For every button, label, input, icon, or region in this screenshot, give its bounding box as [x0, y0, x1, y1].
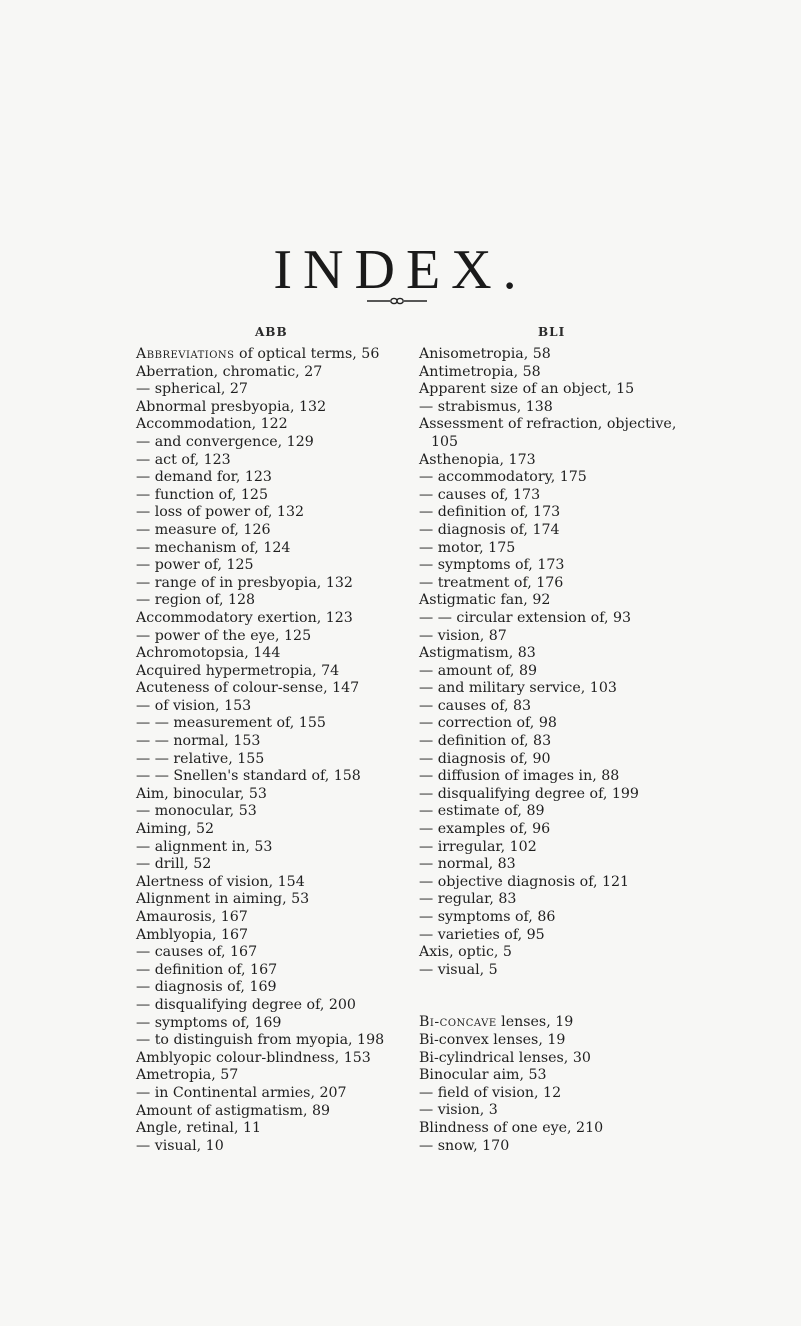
index-entry: Bi-convex lenses, 19	[419, 1031, 566, 1048]
index-entry: — causes of, 83	[419, 697, 532, 714]
index-group-a	[419, 346, 677, 979]
index-entry: — objective diagnosis of, 121	[419, 873, 630, 890]
index-entry: Aiming, 52	[136, 821, 215, 838]
index-entry: Abnormal presbyopia, 132	[136, 398, 327, 415]
index-entry-lead: Abbreviations	[136, 346, 235, 362]
page-title: INDEX.	[273, 239, 528, 301]
index-entry: — region of, 128	[136, 592, 256, 609]
index-entry: — to distinguish from myopia, 198	[136, 1032, 385, 1049]
index-entry: — varieties of, 95	[419, 926, 545, 943]
index-entry: Asthenopia, 173	[419, 451, 536, 468]
index-entry: — loss of power of, 132	[136, 504, 304, 521]
index-entry: Amblyopia, 167	[136, 926, 249, 943]
index-entry: — normal, 83	[419, 856, 516, 873]
index-entry: — treatment of, 176	[419, 574, 564, 591]
index-entry: — diagnosis of, 90	[419, 750, 551, 767]
index-entry: — — normal, 153	[136, 733, 261, 750]
index-entry: — diagnosis of, 174	[419, 521, 560, 538]
index-entry: — disqualifying degree of, 200	[136, 996, 356, 1013]
index-entry: Alignment in aiming, 53	[136, 891, 310, 908]
index-entry: Achromotopsia, 144	[136, 645, 281, 662]
index-entry: Acquired hypermetropia, 74	[136, 662, 340, 679]
index-entry: — and military service, 103	[419, 680, 617, 697]
index-entry: Accommodation, 122	[136, 416, 288, 433]
index-entry: — symptoms of, 169	[136, 1014, 282, 1031]
index-entry: — disqualifying degree of, 199	[419, 785, 639, 802]
index-entry: — estimate of, 89	[419, 803, 545, 820]
index-entry: — visual, 5	[419, 961, 498, 978]
index-entry: Anisometropia, 58	[419, 346, 551, 362]
index-entry: — diagnosis of, 169	[136, 979, 277, 996]
index-entry: — vision, 87	[419, 627, 507, 644]
index-entry: — diffusion of images in, 88	[419, 768, 620, 785]
index-entry: Astigmatism, 83	[419, 645, 536, 662]
index-entry: Astigmatic fan, 92	[419, 592, 551, 609]
index-entry: Axis, optic, 5	[419, 944, 512, 961]
index-entry: Amblyopic colour-blindness, 153	[136, 1049, 371, 1066]
index-entry-rest: lenses, 19	[496, 1014, 574, 1031]
index-entry: — accommodatory, 175	[419, 469, 587, 486]
index-entry: Ametropia, 57	[136, 1067, 239, 1084]
index-entry: — drill, 52	[136, 856, 212, 873]
index-entry	[136, 346, 382, 364]
index-entry: — motor, 175	[419, 539, 516, 556]
index-entry: — examples of, 96	[419, 821, 551, 838]
index-entry: — measure of, 126	[136, 521, 271, 538]
index-entry: — field of vision, 12	[419, 1084, 562, 1101]
index-entry: — function of, 125	[136, 486, 268, 503]
index-entry: — alignment in, 53	[136, 838, 273, 855]
index-entry: Binocular aim, 53	[419, 1067, 547, 1084]
index-entry: Bi-cylindrical lenses, 30	[419, 1049, 591, 1066]
index-entry: — power of, 125	[136, 557, 254, 574]
index-entry-rest: of optical terms, 56	[234, 346, 380, 362]
index-entry: — definition of, 167	[136, 961, 278, 978]
index-entry: — range of in presbyopia, 132	[136, 574, 353, 591]
index-entry: Aberration, chromatic, 27	[136, 363, 323, 380]
index-entry: — definition of, 173	[419, 504, 561, 521]
index-entry: — vision, 3	[419, 1102, 498, 1119]
index-entry: — and convergence, 129	[136, 433, 314, 450]
index-entry: — — measurement of, 155	[136, 715, 326, 732]
index-entry: Accommodatory exertion, 123	[136, 609, 353, 626]
index-entry: — — Snellen's standard of, 158	[136, 768, 361, 785]
index-entry: — strabismus, 138	[419, 398, 553, 415]
index-entry: — visual, 10	[136, 1137, 224, 1154]
running-head-left: ABB	[255, 325, 288, 339]
index-entry: Apparent size of an object, 15	[419, 381, 635, 398]
running-head-right: BLI	[538, 325, 566, 339]
index-entry: — in Continental armies, 207	[136, 1084, 347, 1101]
index-entry: Assessment of refraction, objective,	[419, 416, 677, 433]
index-entry-lead: Bi-concave	[419, 1014, 497, 1031]
index-entry: — causes of, 167	[136, 944, 258, 961]
index-entry: — amount of, 89	[419, 662, 537, 679]
index-column-left	[136, 346, 385, 1155]
index-entry: Acuteness of colour-sense, 147	[136, 680, 360, 697]
index-entry: — symptoms of, 173	[419, 557, 565, 574]
index-entry: — spherical, 27	[136, 381, 248, 398]
index-group-b	[419, 1014, 669, 1155]
index-entry: Aim, binocular, 53	[136, 785, 267, 802]
index-column-right	[419, 346, 677, 1155]
index-entry: — of vision, 153	[136, 697, 252, 714]
index-entry: 105	[431, 433, 459, 450]
index-entry: — definition of, 83	[419, 733, 552, 750]
index-entry: — symptoms of, 86	[419, 909, 556, 925]
index-entry: — causes of, 173	[419, 486, 541, 503]
index-entry: — irregular, 102	[419, 838, 537, 855]
index-entry: — snow, 170	[419, 1137, 510, 1154]
index-entry: Angle, retinal, 11	[136, 1120, 262, 1137]
index-entry: Antimetropia, 58	[419, 363, 541, 380]
index-entry: — regular, 83	[419, 891, 517, 908]
index-entry: — mechanism of, 124	[136, 539, 291, 556]
title-rule-ornament	[365, 296, 429, 306]
index-entry: Amaurosis, 167	[136, 909, 248, 925]
index-entry: Blindness of one eye, 210	[419, 1119, 604, 1136]
index-entry: — power of the eye, 125	[136, 627, 312, 644]
index-entry: — demand for, 123	[136, 469, 272, 486]
index-entry: — — relative, 155	[136, 750, 265, 767]
section-gap	[419, 979, 669, 1014]
index-entry: Amount of astigmatism, 89	[136, 1102, 331, 1119]
index-entry: — act of, 123	[136, 451, 231, 468]
index-entry: — correction of, 98	[419, 715, 557, 732]
index-entry: Alertness of vision, 154	[136, 873, 305, 890]
index-entry: — monocular, 53	[136, 803, 257, 820]
index-entry	[419, 1014, 669, 1032]
index-entry: — — circular extension of, 93	[419, 609, 632, 626]
